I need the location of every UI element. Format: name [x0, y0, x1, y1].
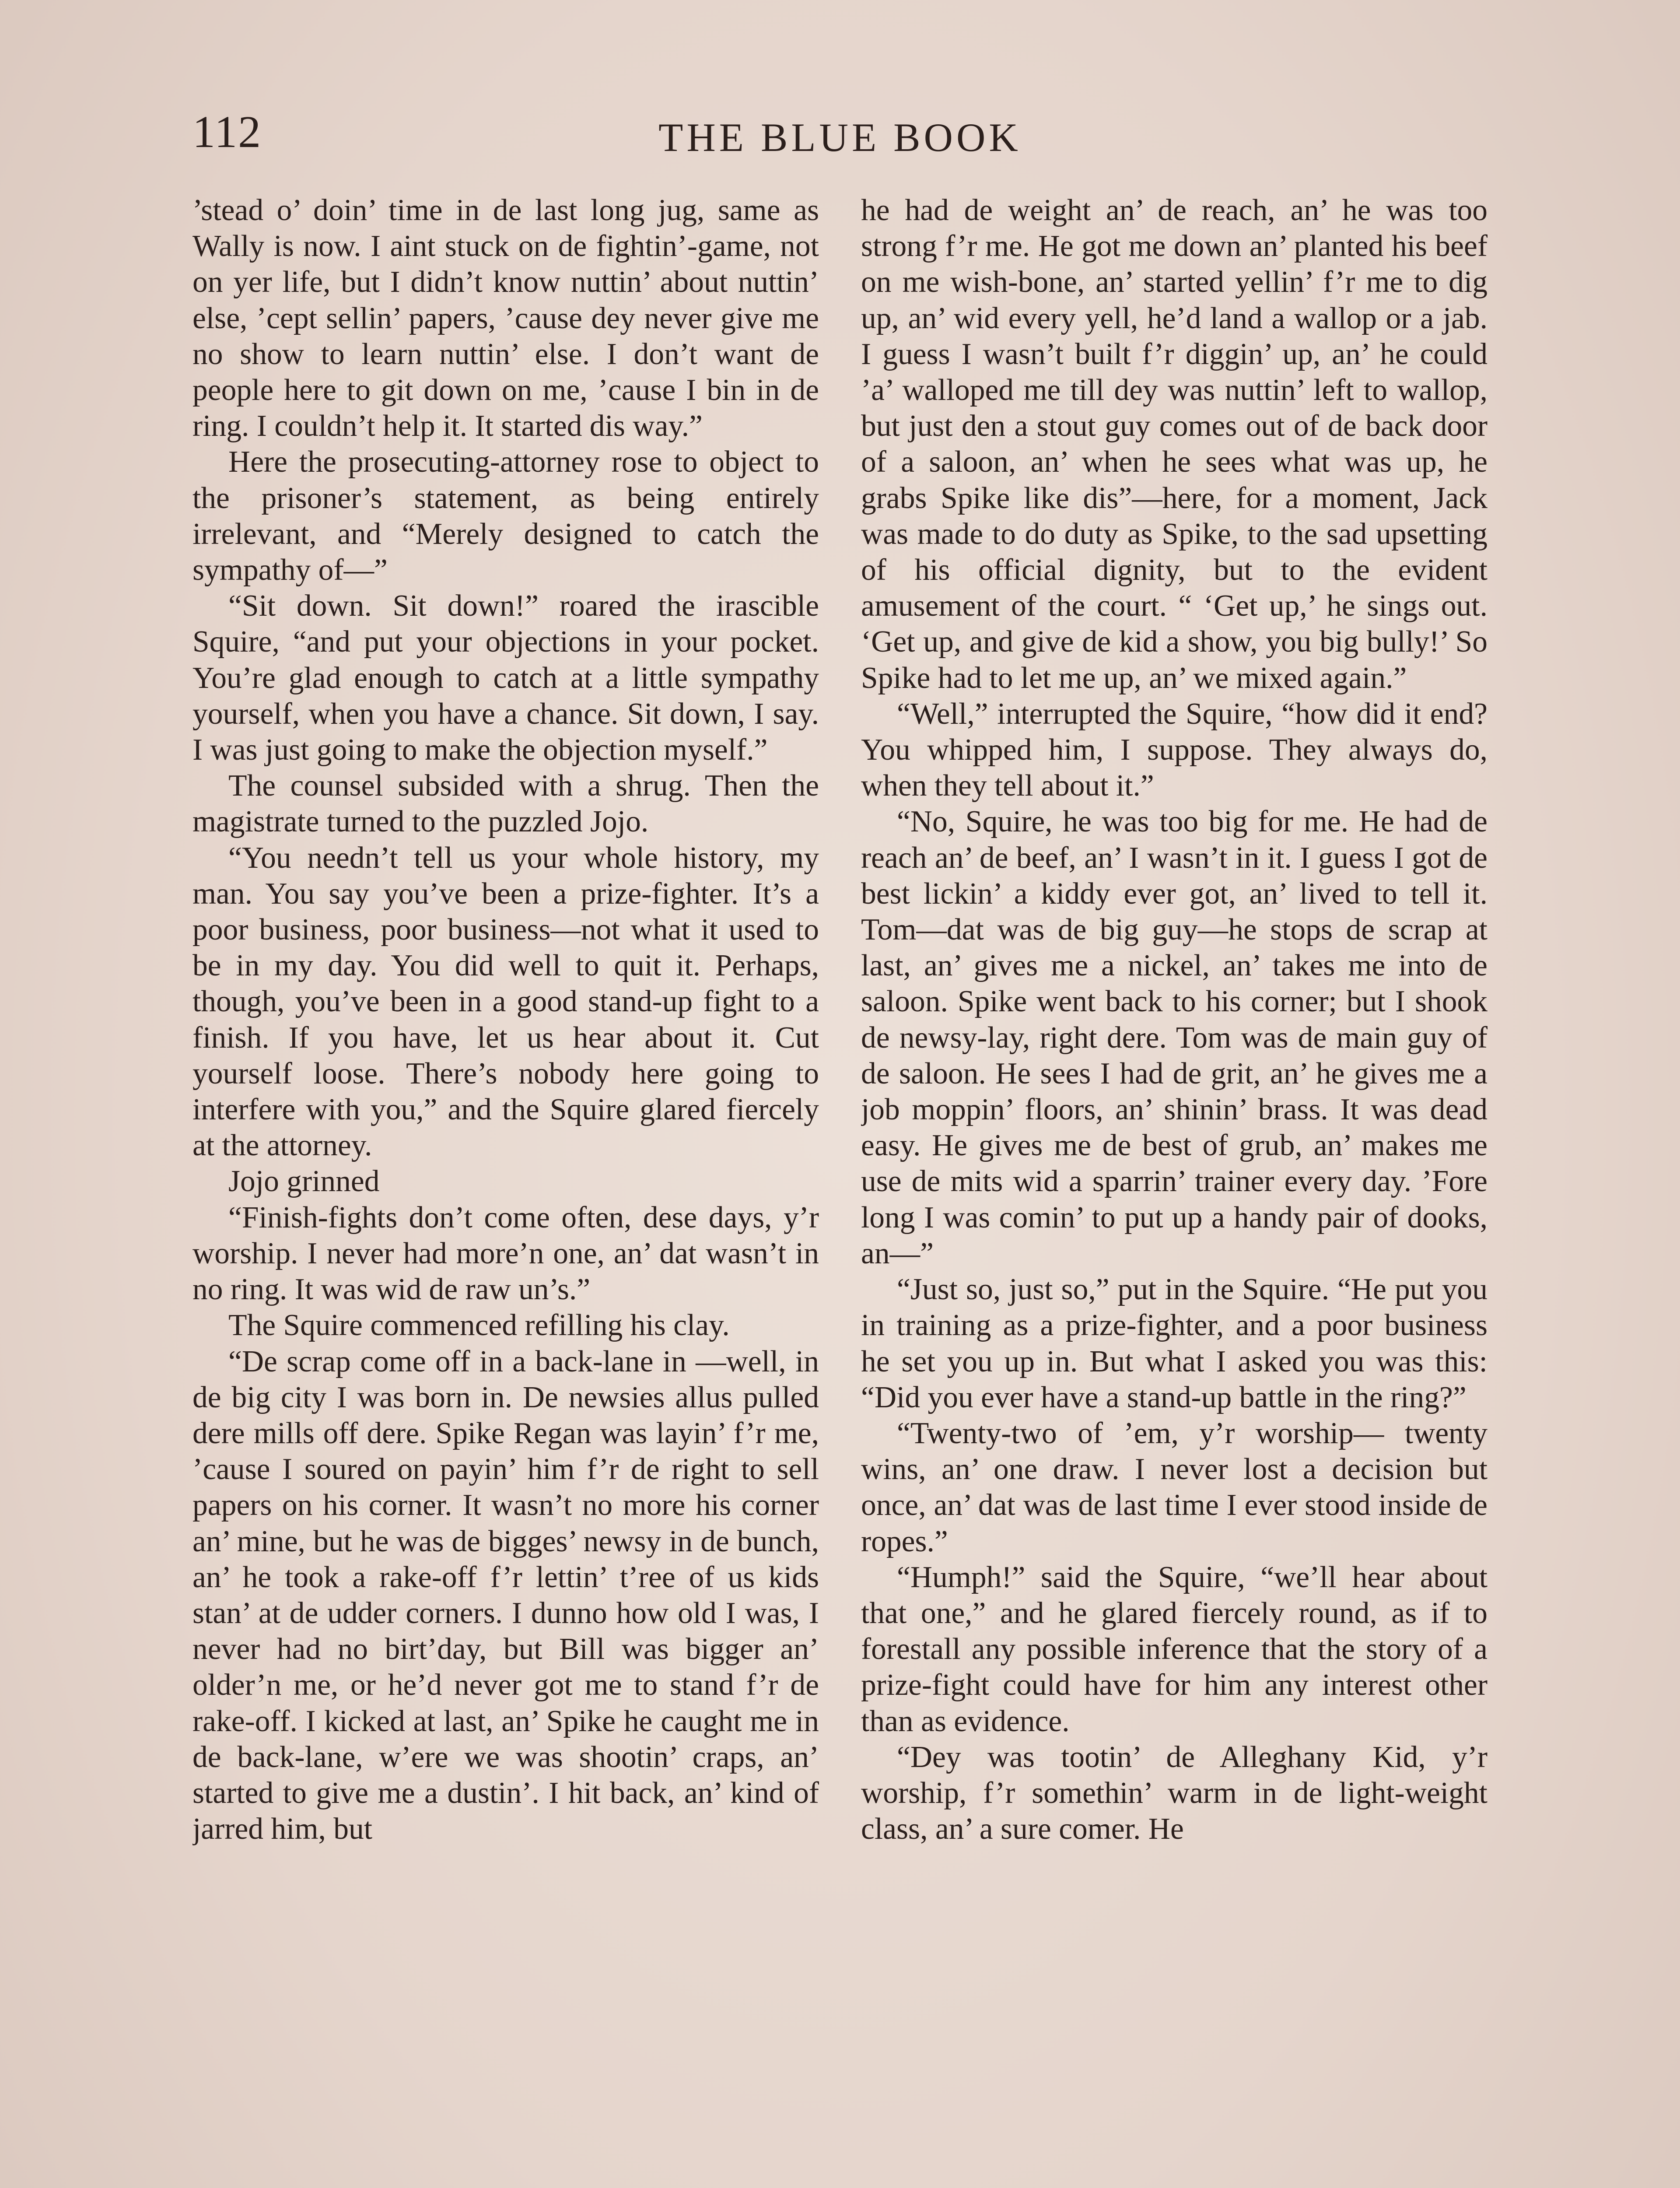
- paragraph: “De scrap come off in a back-lane in —well, in de big city I was born in. De newsies allus pulled dere mills off dere. Spike Regan was layin’ f’r me, ’cause I soured on payin’ him f’r de right to sell papers on his corner. It wasn’t no more his corner an’ mine, but he was de bigges’ newsy in de bunch, an’ he took a rake-off f’r lettin’ t’ree of us kids stan’ at de udder corners. I dunno how old I was, I never had no birt’day, but Bill was bigger an’ older’n me, or he’d never got me to stand f’r de rake-off. I kicked at last, an’ Spike he caught me in de back-lane, w’ere we was shootin’ craps, an’ started to give me a dustin’. I hit back, an’ kind of jarred him, but: [192, 1344, 819, 1846]
- paragraph: “Well,” interrupted the Squire, “how did it end? You whipped him, I suppose. They always do, when they tell about it.”: [861, 697, 1488, 803]
- paragraph: “You needn’t tell us your whole history, my man. You say you’ve been a prize-fighter. It’s a poor business, poor business—not what it used to be in my day. You did well to quit it. Perhaps, though, you’ve been in a good stand-up fight to a finish. If you have, let us hear about it. Cut yourself loose. There’s nobody here going to interfere with you,” and the Squire glared fiercely at the attorney.: [192, 841, 819, 1163]
- paragraph: “Dey was tootin’ de Alleghany Kid, y’r worship, f’r somethin’ warm in de light-weight class, an’ a sure comer. He: [861, 1740, 1488, 1846]
- paragraph: “Humph!” said the Squire, “we’ll hear about that one,” and he glared fiercely round, as if to forestall any possible inference that the story of a prize-fight could have for him any interest other than as evidence.: [861, 1560, 1488, 1738]
- paragraph: Jojo grinned: [228, 1164, 380, 1199]
- paragraph: he had de weight an’ de reach, an’ he was too strong f’r me. He got me down an’ planted his beef on me wish-bone, an’ started yellin’ f’r me to dig up, an’ wid every yell, he’d land a wallop or a jab. I guess I wasn’t built f’r diggin’ up, an’ he could ’a’ walloped me till dey was nuttin’ left to wallop, but just den a stout guy comes out of de back door of a saloon, an’ when he sees what was up, he grabs Spike like dis”—here, for a moment, Jack was made to do duty as Spike, to the sad upsetting of his official dignity, but to the evident amusement of the court. “ ‘Get up,’ he sings out. ‘Get up, and give de kid a show, you big bully!’ So Spike had to let me up, an’ we mixed again.”: [861, 193, 1488, 695]
- paragraph: The Squire commenced refilling his clay.: [228, 1308, 730, 1343]
- paragraph: “No, Squire, he was too big for me. He had de reach an’ de beef, an’ I wasn’t in it. I guess I got de best lickin’ a kiddy ever got, an’ lived to tell it. Tom—dat was de big guy—he stops de scrap at last, an’ gives me a nickel, an’ takes me into de saloon. Spike went back to his corner; but I shook de newsy-lay, right dere. Tom was de main guy of de saloon. He sees I had de grit, an’ he gives me a job moppin’ floors, an’ shinin’ brass. It was dead easy. He gives me de best of grub, an’ makes me use de mits wid a sparrin’ trainer every day. ’Fore long I was comin’ to put up a handy pair of dooks, an—”: [861, 805, 1488, 1270]
- paragraph: “Finish-fights don’t come often, dese days, y’r worship. I never had more’n one, an’ dat wasn’t in no ring. It was wid de raw un’s.”: [192, 1200, 819, 1307]
- paragraph: The counsel subsided with a shrug. Then the magistrate turned to the puzzled Jojo.: [192, 769, 819, 839]
- paragraph: Here the prosecuting-attorney rose to object to the prisoner’s statement, as being entirely irrelevant, and “Merely designed to catch the sympathy of—”: [192, 445, 819, 587]
- paragraph: ’stead o’ doin’ time in de last long jug, same as Wally is now. I aint stuck on de fightin’-game, not on yer life, but I didn’t know nuttin’ about nuttin’ else, ’cept sellin’ papers, ’cause dey never give me no show to learn nuttin’ else. I don’t want de people here to git down on me, ’cause I bin in de ring. I couldn’t help it. It started dis way.”: [192, 193, 819, 443]
- paragraph: “Just so, just so,” put in the Squire. “He put you in training as a prize-fighter, and a poor business he set you up in. But what I asked you was this: “Did you ever have a stand-up battle in the ring?”: [861, 1273, 1488, 1414]
- page-number: 112: [192, 107, 262, 157]
- text-column-right: [861, 193, 1488, 2188]
- paragraph: “Twenty-two of ’em, y’r worship— twenty wins, an’ one draw. I never lost a decision but once, an’ dat was de last time I ever stood inside de ropes.”: [861, 1416, 1488, 1558]
- paragraph: “Sit down. Sit down!” roared the irascible Squire, “and put your objections in your pocket. You’re glad enough to catch at a little sympathy yourself, when you have a chance. Sit down, I say. I was just going to make the objection myself.”: [192, 589, 819, 767]
- running-title: THE BLUE BOOK: [658, 115, 1022, 160]
- text-column-left: [192, 193, 819, 2188]
